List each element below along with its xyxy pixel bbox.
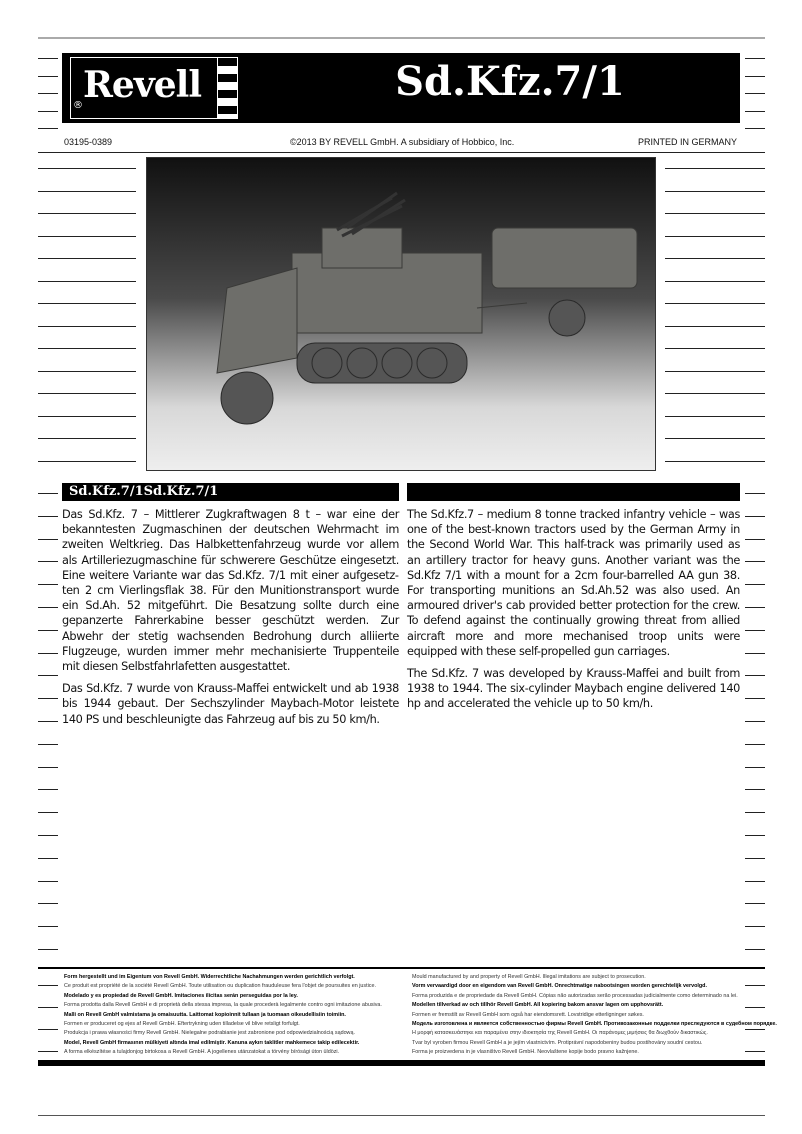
margin-tick — [38, 416, 136, 417]
logo-stripes — [217, 58, 237, 118]
legal-line: Modellen tillverkad av och tillhör Revell GmbH. All kopiering bakom ansvar lagen om upphovsrätt. — [412, 1002, 664, 1009]
margin-tick — [745, 128, 765, 129]
margin-tick — [38, 303, 136, 304]
margin-tick — [38, 1029, 58, 1030]
margin-tick — [38, 835, 58, 836]
margin-tick — [745, 949, 765, 950]
margin-tick — [665, 461, 765, 462]
margin-tick — [745, 58, 765, 59]
margin-tick — [745, 111, 765, 112]
margin-tick — [745, 812, 765, 813]
legal-line: Modelado y es propiedad de Revell GmbH. Imitaciones ilícitas serán perseguidas por la ley. — [64, 992, 298, 999]
english-paragraph: The Sd.Kfz.7 – medium 8 tonne tracked infantry vehicle – was one of the best-known tractors used by the German Army in the Second World War. This half-track was primarily used as an artillery tractor for heavy guns. Another variant was the Sd.Kfz 7/1 with a mount for a 2cm four-barrelled AA gun 38. For transporting munitions an Sd.Ah.52 was also used. An armoured driver's cab provided better protection for the crew. To defend against the continually growing threat from allied aircraft more and more mechanised troop units were equipped with these self-propelled gun carriages. — [407, 508, 740, 658]
margin-tick — [38, 903, 58, 904]
margin-tick — [745, 493, 765, 494]
margin-tick — [38, 493, 58, 494]
margin-tick — [38, 393, 136, 394]
margin-tick — [38, 607, 58, 608]
german-text — [62, 507, 399, 734]
margin-tick — [38, 561, 58, 562]
margin-tick — [38, 371, 136, 372]
header-rule — [38, 152, 765, 153]
printed-in: PRINTED IN GERMANY — [638, 137, 738, 147]
margin-tick — [665, 348, 765, 349]
margin-tick — [38, 653, 58, 654]
margin-tick — [38, 128, 58, 129]
legal-line: Formen er fremstilt av Revell GmbH som også har eiendomsrett. Lovstridige etterligninger søkes. — [412, 1011, 644, 1018]
margin-tick — [665, 191, 765, 192]
margin-tick — [665, 236, 765, 237]
margin-tick — [745, 539, 765, 540]
margin-tick — [745, 835, 765, 836]
margin-tick — [665, 213, 765, 214]
margin-tick — [745, 607, 765, 608]
legal-line: Forma prodotta dalla Revell GmbH e di proprietà della stessa impresa, la quale procederà legalmente contro ogni imitazione abusiva. — [64, 1002, 382, 1009]
margin-tick — [38, 58, 58, 59]
margin-tick — [38, 236, 136, 237]
margin-tick — [665, 416, 765, 417]
margin-tick — [745, 76, 765, 77]
margin-tick — [38, 111, 58, 112]
margin-tick — [745, 516, 765, 517]
legal-top-rule — [38, 967, 765, 969]
margin-tick — [745, 675, 765, 676]
margin-tick — [38, 191, 136, 192]
margin-tick — [38, 584, 58, 585]
margin-tick — [665, 438, 765, 439]
margin-tick — [665, 326, 765, 327]
margin-tick — [745, 584, 765, 585]
legal-line: Vorm vervaardigd door en eigendom van Revell GmbH. Onrechtmatige nabootsingen worden gerechtelijk vervolgd. — [412, 983, 707, 990]
margin-tick — [38, 281, 136, 282]
margin-tick — [38, 326, 136, 327]
margin-tick — [38, 348, 136, 349]
margin-tick — [38, 1007, 58, 1008]
legal-line: A forma elkészítése a tulajdonjog birtokosa a Revell GmbH. A jogellenes utánzatokat a törvény bírósági úton üldözi. — [64, 1049, 340, 1056]
english-text — [407, 507, 740, 719]
german-paragraph: Das Sd.Kfz. 7 wurde von Krauss-Maffei entwickelt und ab 1938 bis 1944 gebaut. Der Sechszylinder Maybach-Motor leistete 140 PS und beschleunigte das Fahrzeug auf bis zu 50 km/h. — [62, 682, 399, 726]
margin-tick — [745, 653, 765, 654]
margin-tick — [38, 168, 136, 169]
margin-tick — [745, 698, 765, 699]
legal-line: Produkcja i prawa własności firmy Revell GmbH. Nielegalne podrabianie jest zabronione pod odpowiedzialnością sądową. — [64, 1030, 355, 1037]
margin-tick — [665, 281, 765, 282]
top-rule — [38, 37, 765, 39]
german-paragraph: Das Sd.Kfz. 7 – Mittlerer Zugkraftwagen 8 t – war eine der bekanntesten Zugmaschinen der deutschen Wehrmacht im zweiten Weltkrieg. Das Halbkettenfahrzeug wurde vor allem als Artilleriezugmaschine für schwerere Geschütze eingesetzt. Eine weitere Variante war das Sd.Kfz. 7/1 mit einer aufgesetzten 2 cm Vierlingsflak 38. Für den Munitionstransport wurde ein Sd.Ah. 52 mitgeführt. Die Besatzung sollte durch eine gepanzerte Fahrerkabine besser geschützt werden. Zur Abwehr der stetig wachsenden Bedrohung durch alliierte Flugzeuge, wurden immer mehr mechanisierte Truppenteile mit diesen Selbstfahrlafetten ausgestattet. — [62, 508, 399, 674]
margin-tick — [38, 721, 58, 722]
margin-tick — [665, 168, 765, 169]
margin-tick — [745, 789, 765, 790]
brand-name: Revell — [83, 64, 201, 106]
legal-line: Tvar byl vyroben firmou Revell GmbH a je jejím vlastnictvím. Protiprávní napodobeniny budou postihovány soudní cestou. — [412, 1039, 703, 1046]
margin-tick — [38, 461, 136, 462]
margin-tick — [745, 93, 765, 94]
copyright: ©2013 BY REVELL GmbH. A subsidiary of Hobbico, Inc. — [290, 137, 515, 147]
legal-line: Forma je proizvedena in je vlasništvo Revell GmbH. Neovlaštene kopije bodo pravno kažnjene. — [412, 1049, 639, 1056]
margin-tick — [38, 258, 136, 259]
margin-tick — [38, 630, 58, 631]
legal-line: Η μορφή κατασκευάστηκε και παραμένει στην ιδιοκτησία της Revell GmbH. Οι παράνομες μιμήσεις θα διωχθούν δικαστικώς. — [412, 1030, 708, 1037]
margin-tick — [38, 675, 58, 676]
margin-tick — [745, 561, 765, 562]
legal-line: Forma produzida e de propriedade da Revell GmbH. Cópias não autorizadas serão processadas judicialmente como determinado na lei. — [412, 992, 738, 999]
margin-tick — [38, 881, 58, 882]
margin-tick — [38, 93, 58, 94]
margin-tick — [745, 881, 765, 882]
margin-tick — [38, 926, 58, 927]
margin-tick — [38, 812, 58, 813]
margin-tick — [745, 858, 765, 859]
margin-tick — [38, 539, 58, 540]
legal-notice-left — [64, 973, 382, 1058]
registered-mark: ® — [73, 100, 83, 111]
margin-tick — [745, 630, 765, 631]
page-title: Sd.Kfz.7/1 — [395, 58, 625, 105]
german-heading: Sd.Kfz.7/1Sd.Kfz.7/1 — [62, 483, 399, 501]
halftrack-illustration — [147, 158, 655, 470]
margin-tick — [38, 744, 58, 745]
legal-line: Ce produit est propriété de la société Revell GmbH. Toute utilisation ou duplication frauduleuse fera l'objet de poursuites en justice. — [64, 983, 376, 990]
margin-tick — [745, 926, 765, 927]
english-paragraph: The Sd.Kfz. 7 was developed by Krauss-Maffei and built from 1938 to 1944. The six-cylinder Maybach engine delivered 140 hp and accelerated the vehicle up to 50 km/h. — [407, 667, 740, 711]
margin-tick — [745, 767, 765, 768]
legal-line: Form hergestellt und im Eigentum von Revell GmbH. Widerrechtliche Nachahmungen werden gerichtlich verfolgt. — [64, 974, 355, 980]
margin-tick — [38, 789, 58, 790]
margin-tick — [745, 721, 765, 722]
legal-line: Model, Revell GmbH firmasının mülkiyeti altında imal edilmiştir. Kanuna aykırı taklitler mahkemece takip edilecektir. — [64, 1039, 360, 1046]
margin-tick — [665, 303, 765, 304]
margin-tick — [38, 858, 58, 859]
legal-bottom-bar — [38, 1060, 765, 1066]
margin-tick — [665, 393, 765, 394]
margin-tick — [745, 903, 765, 904]
legal-line: Formen er produceret og ejes af Revell GmbH. Eftertrykning uden tilladelse vil blive retsligt forfulgt. — [64, 1021, 300, 1028]
legal-line: Mould manufactured by and property of Revell GmbH. Illegal imitations are subject to prosecution. — [412, 974, 646, 980]
margin-tick — [38, 949, 58, 950]
margin-tick — [38, 76, 58, 77]
revell-logo — [70, 57, 238, 119]
legal-line: Модель изготовлена и является собственностью фирмы Revell GmbH. Противозаконные подделки преследуются в судебном порядке. — [412, 1021, 777, 1028]
product-photo — [146, 157, 656, 471]
margin-tick — [665, 258, 765, 259]
bottom-rule — [38, 1115, 765, 1116]
margin-tick — [665, 371, 765, 372]
margin-tick — [38, 985, 58, 986]
legal-line: Malli on Revell GmbH valmistama ja omaisuutta. Laittomat kopioinnit tullaan ja tuomaan oikeudellisiin toimiin. — [64, 1011, 346, 1018]
margin-tick — [38, 698, 58, 699]
margin-tick — [745, 744, 765, 745]
legal-notice-right — [412, 973, 777, 1058]
margin-tick — [38, 213, 136, 214]
margin-tick — [38, 438, 136, 439]
margin-tick — [38, 767, 58, 768]
margin-tick — [38, 1051, 58, 1052]
english-heading — [407, 483, 740, 501]
product-code: 03195-0389 — [64, 137, 113, 147]
margin-tick — [38, 516, 58, 517]
